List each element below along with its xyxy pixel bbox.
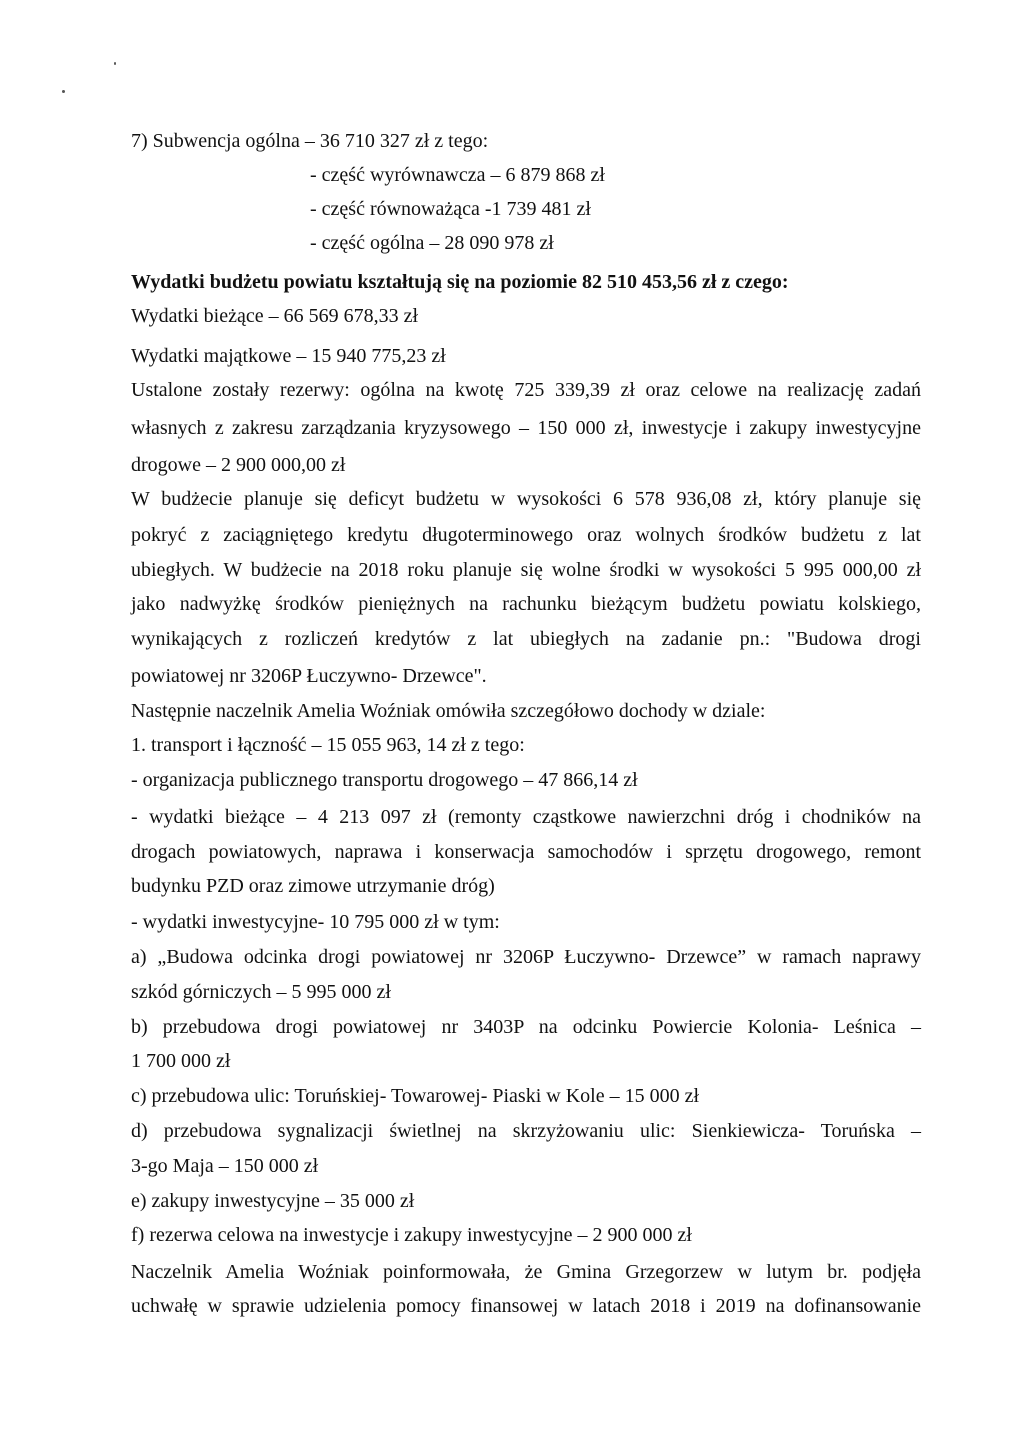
text-line: budynku PZD oraz zimowe utrzymanie dróg) bbox=[131, 875, 495, 897]
text-line: szkód górniczych – 5 995 000 zł bbox=[131, 981, 391, 1003]
text-line: pokryć z zaciągniętego kredytu długoterminowego oraz wolnych środków budżetu z lat bbox=[131, 524, 921, 546]
text-line: Następnie naczelnik Amelia Woźniak omówiła szczegółowo dochody w dziale: bbox=[131, 700, 766, 722]
text-line: a) „Budowa odcinka drogi powiatowej nr 3206P Łuczywno- Drzewce” w ramach naprawy bbox=[131, 946, 921, 968]
text-line: ubiegłych. W budżecie na 2018 roku planuje się wolne środki w wysokości 5 995 000,00 zł bbox=[131, 559, 921, 581]
text-line: 1 700 000 zł bbox=[131, 1050, 231, 1072]
text-line: Naczelnik Amelia Woźniak poinformowała, że Gmina Grzegorzew w lutym br. podjęła bbox=[131, 1261, 921, 1283]
scan-speck bbox=[62, 90, 65, 93]
text-line: Ustalone zostały rezerwy: ogólna na kwotę 725 339,39 zł oraz celowe na realizację zadań bbox=[131, 379, 921, 401]
text-line: - wydatki bieżące – 4 213 097 zł (remonty cząstkowe nawierzchni dróg i chodników na bbox=[131, 806, 921, 828]
text-line: wynikających z rozliczeń kredytów z lat ubiegłych na zadanie pn.: "Budowa drogi bbox=[131, 628, 921, 650]
text-line: powiatowej nr 3206P Łuczywno- Drzewce". bbox=[131, 665, 487, 687]
text-line: c) przebudowa ulic: Toruńskiej- Towarowej- Piaski w Kole – 15 000 zł bbox=[131, 1085, 699, 1107]
text-line: e) zakupy inwestycyjne – 35 000 zł bbox=[131, 1190, 415, 1212]
scan-speck bbox=[114, 62, 116, 65]
text-line: drogach powiatowych, naprawa i konserwacja samochodów i sprzętu drogowego, remont bbox=[131, 841, 921, 863]
text-line: 1. transport i łączność – 15 055 963, 14 zł z tego: bbox=[131, 734, 525, 756]
text-line: - część wyrównawcza – 6 879 868 zł bbox=[310, 164, 605, 186]
text-line: uchwałę w sprawie udzielenia pomocy finansowej w latach 2018 i 2019 na dofinansowanie bbox=[131, 1295, 921, 1317]
text-line: f) rezerwa celowa na inwestycje i zakupy inwestycyjne – 2 900 000 zł bbox=[131, 1224, 692, 1246]
text-line: 3-go Maja – 150 000 zł bbox=[131, 1155, 319, 1177]
text-line: Wydatki bieżące – 66 569 678,33 zł bbox=[131, 305, 419, 327]
text-line: 7) Subwencja ogólna – 36 710 327 zł z tego: bbox=[131, 130, 489, 152]
text-line: - część równoważąca -1 739 481 zł bbox=[310, 198, 591, 220]
text-line: własnych z zakresu zarządzania kryzysowego – 150 000 zł, inwestycje i zakupy inwestycyjne bbox=[131, 417, 921, 439]
text-line: drogowe – 2 900 000,00 zł bbox=[131, 454, 346, 476]
text-line: - organizacja publicznego transportu drogowego – 47 866,14 zł bbox=[131, 769, 638, 791]
text-line: - wydatki inwestycyjne- 10 795 000 zł w tym: bbox=[131, 911, 500, 933]
text-line: Wydatki majątkowe – 15 940 775,23 zł bbox=[131, 345, 446, 367]
text-line: - część ogólna – 28 090 978 zł bbox=[310, 232, 554, 254]
text-line-bold: Wydatki budżetu powiatu kształtują się na poziomie 82 510 453,56 zł z czego: bbox=[131, 271, 789, 293]
text-line: d) przebudowa sygnalizacji świetlnej na skrzyżowaniu ulic: Sienkiewicza- Toruńska – bbox=[131, 1120, 921, 1142]
text-line: jako nadwyżkę środków pieniężnych na rachunku bieżącym budżetu powiatu kolskiego, bbox=[131, 593, 921, 615]
text-line: b) przebudowa drogi powiatowej nr 3403P na odcinku Powiercie Kolonia- Leśnica – bbox=[131, 1016, 921, 1038]
text-line: W budżecie planuje się deficyt budżetu w wysokości 6 578 936,08 zł, który planuje się bbox=[131, 488, 921, 510]
